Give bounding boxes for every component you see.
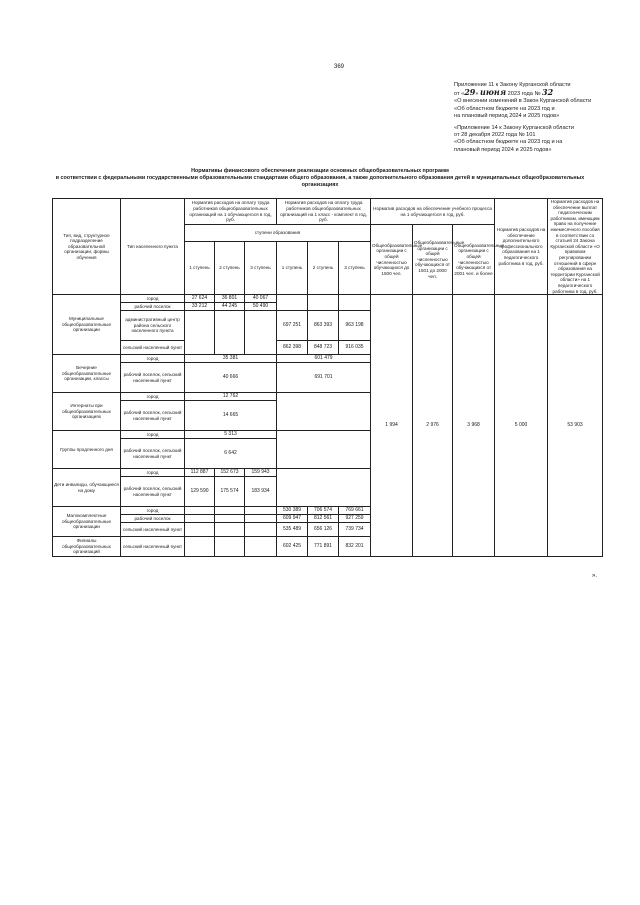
value-cell: 112 887 xyxy=(185,469,215,477)
empty-cell xyxy=(245,537,277,557)
empty-cell xyxy=(277,431,371,469)
value-cell: 44 245 xyxy=(215,303,245,311)
appendix-date-line: от «29» июня 2023 года № 32 xyxy=(454,87,554,98)
settlement-rural: рабочий поселок, сельский населенный пункт xyxy=(121,477,185,507)
appendix-14-header xyxy=(454,125,574,154)
appendix-line-3: «О внесении изменений в Закон Курганской области xyxy=(454,98,592,105)
empty-cell xyxy=(339,295,371,311)
value-cell: 535 489 xyxy=(277,523,308,537)
shared-additional-education: 5 000 xyxy=(495,295,548,557)
empty-cell xyxy=(277,469,371,507)
row-label-home-schooled: Дети инвалиды, обучающиеся на дому xyxy=(53,469,121,507)
settlement-city: город xyxy=(121,507,185,515)
shared-teacher-allowance: 53 903 xyxy=(548,295,603,557)
value-cell: 6 642 xyxy=(185,439,277,469)
value-cell: 33 212 xyxy=(185,303,215,311)
value-cell: 863 393 xyxy=(308,311,339,341)
value-cell: 609 947 xyxy=(277,515,308,523)
settlement-city: город xyxy=(121,469,185,477)
empty-cell xyxy=(185,311,215,355)
value-cell: 691 701 xyxy=(277,363,371,393)
settlement-workers-village: рабочий поселок xyxy=(121,303,185,311)
row-label-small-schools: Малокомплектные общеобразовательные организации xyxy=(53,507,121,537)
header-salary-per-student: Норматив расходов на оплату труда работников общеобразовательных организаций на 1 обучающегося в год, руб. xyxy=(185,199,277,225)
empty-cell xyxy=(185,523,215,537)
header-settlement: Тип населенного пункта xyxy=(121,199,185,295)
normatives-table xyxy=(52,198,603,557)
header-step-2: 2 ступень xyxy=(215,242,245,295)
shared-under-1500: 1 994 xyxy=(371,295,413,557)
title-line-2: в соответствии с федеральными государственными образовательными стандартами общего образования, а также дополнительного образования детей в муниципальных общеобразовательных xyxy=(55,174,585,181)
value-cell: 175 574 xyxy=(215,477,245,507)
settlement-rural: сельский населенный пункт xyxy=(121,523,185,537)
value-cell: 927 259 xyxy=(339,515,371,523)
header-under-1500: Общеобразовательные организации с общей численностью обучающихся до 1500 чел. xyxy=(371,225,413,295)
appendix14-line-1: «Приложение 14 к Закону Курганской области xyxy=(454,125,575,131)
appendix-line-5: на плановый период 2024 и 2025 годов» xyxy=(454,112,560,119)
value-cell: 832 201 xyxy=(339,537,371,557)
header-education-steps: ступени образования xyxy=(185,225,371,242)
value-cell: 36 801 xyxy=(215,295,245,303)
value-cell: 697 251 xyxy=(277,311,308,341)
row-label-municipal: Муниципальные общеобразовательные организации xyxy=(53,295,121,355)
value-cell: 12 762 xyxy=(185,393,277,401)
row-label-evening: Вечерние общеобразовательные организации, классы xyxy=(53,355,121,393)
value-cell: 530 389 xyxy=(277,507,308,515)
appendix-header xyxy=(454,82,591,120)
value-cell: 601 479 xyxy=(277,355,371,363)
value-cell: 771 891 xyxy=(308,537,339,557)
header-1501-2000: Общеобразовательные организации с общей численностью обучающихся от 1501 до 2000 чел. xyxy=(413,225,453,295)
page-number: 369 xyxy=(334,64,345,70)
value-cell: 963 198 xyxy=(339,311,371,341)
value-cell: 40 067 xyxy=(245,295,277,303)
empty-cell xyxy=(215,537,245,557)
handwritten-month: июня xyxy=(480,87,507,98)
appendix-line-4: «Об областном бюджете на 2023 год и xyxy=(454,105,555,112)
document-title xyxy=(40,168,600,188)
header-teacher-allowance: Норматив расходов на обеспечение выплат педагогическим работникам, имеющим право на получение ежемесячного пособия в соответствии со статьей 24 Закона Курганской области «О правовом регулировании отношений в сфере образования на территории Курганской области» на 1 педагогического работника в год, руб. xyxy=(548,199,603,295)
header-salary-per-class: Норматив расходов на оплату труда работников общеобразовательных организаций на 1 класс - комплект в год, руб. xyxy=(277,199,371,225)
shared-1501-2000: 2 976 xyxy=(413,295,453,557)
handwritten-law-number: 32 xyxy=(542,87,554,98)
empty-cell xyxy=(245,311,277,355)
empty-cell xyxy=(245,515,277,523)
settlement-city: город xyxy=(121,431,185,439)
value-cell: 159 943 xyxy=(245,469,277,477)
title-line-1: Нормативы финансового обеспечения реализации основных общеобразовательных программ xyxy=(191,168,449,174)
settlement-city: город xyxy=(121,355,185,363)
header-education-process: Норматив расходов на обеспечение учебного процесса на 1 обучающегося в год, руб. xyxy=(371,199,495,225)
empty-cell xyxy=(185,515,215,523)
value-cell: 50 490 xyxy=(245,303,277,311)
empty-cell xyxy=(245,523,277,537)
settlement-workers-village: рабочий поселок xyxy=(121,515,185,523)
header-step-1: 1 ступень xyxy=(277,242,308,295)
header-step-3: 3 ступень xyxy=(339,242,371,295)
value-cell: 40 666 xyxy=(185,363,277,393)
empty-cell xyxy=(308,295,339,311)
value-cell: 5 313 xyxy=(185,431,277,439)
empty-cell xyxy=(185,537,215,557)
value-cell: 35 381 xyxy=(185,355,277,363)
empty-cell xyxy=(215,523,245,537)
value-cell: 152 673 xyxy=(215,469,245,477)
settlement-city: город xyxy=(121,393,185,401)
header-additional-education: Норматив расходов на обеспечение дополнительного профессионального образования на 1 педагогического работника в год, руб. xyxy=(495,199,548,295)
row-label-boarding: Интернаты при общеобразовательных организациях xyxy=(53,393,121,431)
appendix-line-1: Приложение 11 к Закону Курганской области xyxy=(454,82,571,88)
value-cell: 848 723 xyxy=(308,341,339,355)
title-line-3: организациях xyxy=(301,181,339,188)
value-cell: 183 934 xyxy=(245,477,277,507)
row-label-extended-day: Группы продленного дня xyxy=(53,431,121,469)
header-step-2: 2 ступень xyxy=(308,242,339,295)
settlement-rural: рабочий поселок, сельский населенный пункт xyxy=(121,401,185,431)
row-label-branches: Филиалы общеобразовательных организаций xyxy=(53,537,121,557)
value-cell: 769 661 xyxy=(339,507,371,515)
header-type: Тип, вид, структурное подразделение образовательной организации, формы обучения xyxy=(53,199,121,295)
shared-over-2001: 3 968 xyxy=(453,295,495,557)
empty-cell xyxy=(215,515,245,523)
empty-cell xyxy=(245,507,277,515)
appendix14-line-3: «Об областном бюджете на 2023 год и на xyxy=(454,139,563,146)
empty-cell xyxy=(277,393,371,431)
value-cell: 602 425 xyxy=(277,537,308,557)
header-step-3: 3 ступень xyxy=(245,242,277,295)
value-cell: 862 398 xyxy=(277,341,308,355)
empty-cell xyxy=(277,295,308,311)
table-row xyxy=(53,295,603,303)
value-cell: 706 574 xyxy=(308,507,339,515)
empty-cell xyxy=(185,507,215,515)
settlement-rural: рабочий поселок, сельский населенный пункт xyxy=(121,439,185,469)
value-cell: 812 561 xyxy=(308,515,339,523)
value-cell: 27 624 xyxy=(185,295,215,303)
settlement-rural: рабочий поселок, сельский населенный пункт xyxy=(121,363,185,393)
settlement-rural: сельский населенный пункт xyxy=(121,537,185,557)
value-cell: 916 035 xyxy=(339,341,371,355)
empty-cell xyxy=(215,507,245,515)
settlement-admin-center: административный центр района сельского населенного пункта xyxy=(121,311,185,341)
appendix14-line-4: плановый период 2024 и 2025 годов» xyxy=(454,146,552,153)
settlement-rural: сельский населенный пункт xyxy=(121,341,185,355)
header-over-2001: Общеобразовательные организации с общей численностью обучающихся от 2001 чел. и более xyxy=(453,225,495,295)
appendix14-line-2: от 28 декабря 2022 года № 101 xyxy=(454,132,536,139)
value-cell: 656 126 xyxy=(308,523,339,537)
closing-quote-mark: ». xyxy=(592,573,598,579)
handwritten-day: 29 xyxy=(464,87,476,98)
value-cell: 14 665 xyxy=(185,401,277,431)
value-cell: 129 590 xyxy=(185,477,215,507)
settlement-city: город xyxy=(121,295,185,303)
value-cell: 739 734 xyxy=(339,523,371,537)
header-step-1: 1 ступень xyxy=(185,242,215,295)
empty-cell xyxy=(215,311,245,355)
